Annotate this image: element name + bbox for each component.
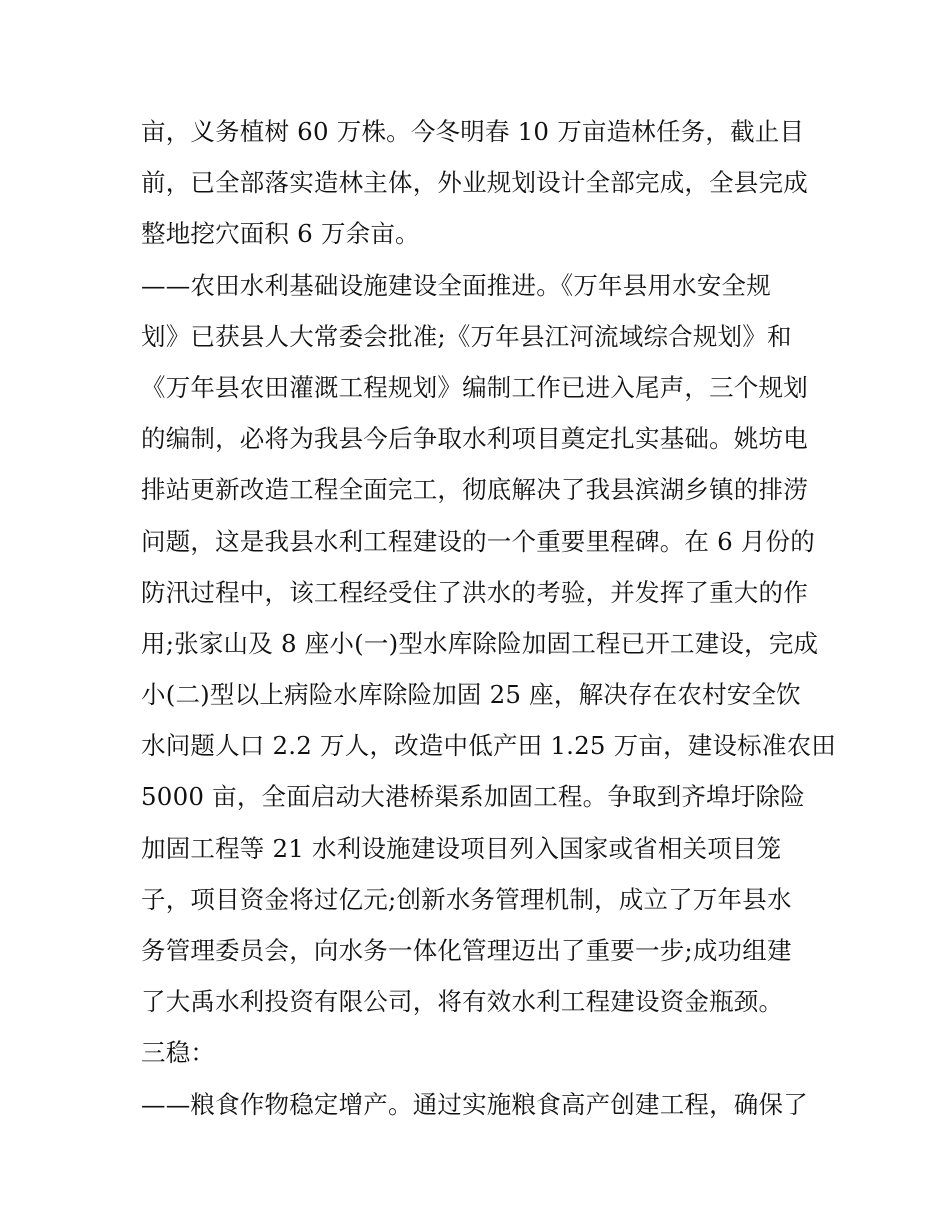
text-line: 加固工程等 21 水利设施建设项目列入国家或省相关项目笼	[141, 833, 782, 863]
text-line: 问题，这是我县水利工程建设的一个重要里程碑。在 6 月份的	[141, 526, 815, 556]
text-line: ——粮食作物稳定增产。通过实施粮食高产创建工程，确保了	[141, 1089, 808, 1119]
text-line: 防汛过程中，该工程经受住了洪水的考验，并发挥了重大的作	[141, 577, 808, 607]
text-line: 亩，义务植树 60 万株。今冬明春 10 万亩造林任务，截止目	[141, 117, 805, 146]
text-line: 用;张家山及 8 座小(一)型水库除险加固工程已开工建设，完成	[141, 628, 819, 658]
text-line: 划》已获县人大常委会批准;《万年县江河流域综合规划》和	[141, 321, 792, 351]
text-line: 了大禹水利投资有限公司，将有效水利工程建设资金瓶颈。	[141, 987, 784, 1017]
text-line: 《万年县农田灌溉工程规划》编制工作已进入尾声，三个规划	[141, 372, 808, 402]
text-line: 子，项目资金将过亿元;创新水务管理机制，成立了万年县水	[141, 884, 792, 914]
text-line: 小(二)型以上病险水库除险加固 25 座，解决存在农村安全饮	[141, 680, 801, 710]
body-text	[141, 106, 836, 1130]
text-line: 5000 亩，全面启动大港桥渠系加固工程。争取到齐埠圩除险	[141, 782, 805, 812]
section-heading: 三稳：	[141, 1038, 216, 1068]
text-line: 排站更新改造工程全面完工，彻底解决了我县滨湖乡镇的排涝	[141, 475, 808, 505]
text-line: 前，已全部落实造林主体，外业规划设计全部完成，全县完成	[141, 168, 808, 198]
text-line: ——农田水利基础设施建设全面推进。《万年县用水安全规	[141, 270, 771, 300]
text-line: 水问题人口 2.2 万人，改造中低产田 1.25 万亩，建设标准农田	[141, 731, 836, 761]
text-line: 的编制，必将为我县今后争取水利项目奠定扎实基础。姚坊电	[141, 424, 808, 454]
text-line: 整地挖穴面积 6 万余亩。	[141, 219, 420, 249]
text-line: 务管理委员会，向水务一体化管理迈出了重要一步;成功组建	[141, 936, 792, 965]
